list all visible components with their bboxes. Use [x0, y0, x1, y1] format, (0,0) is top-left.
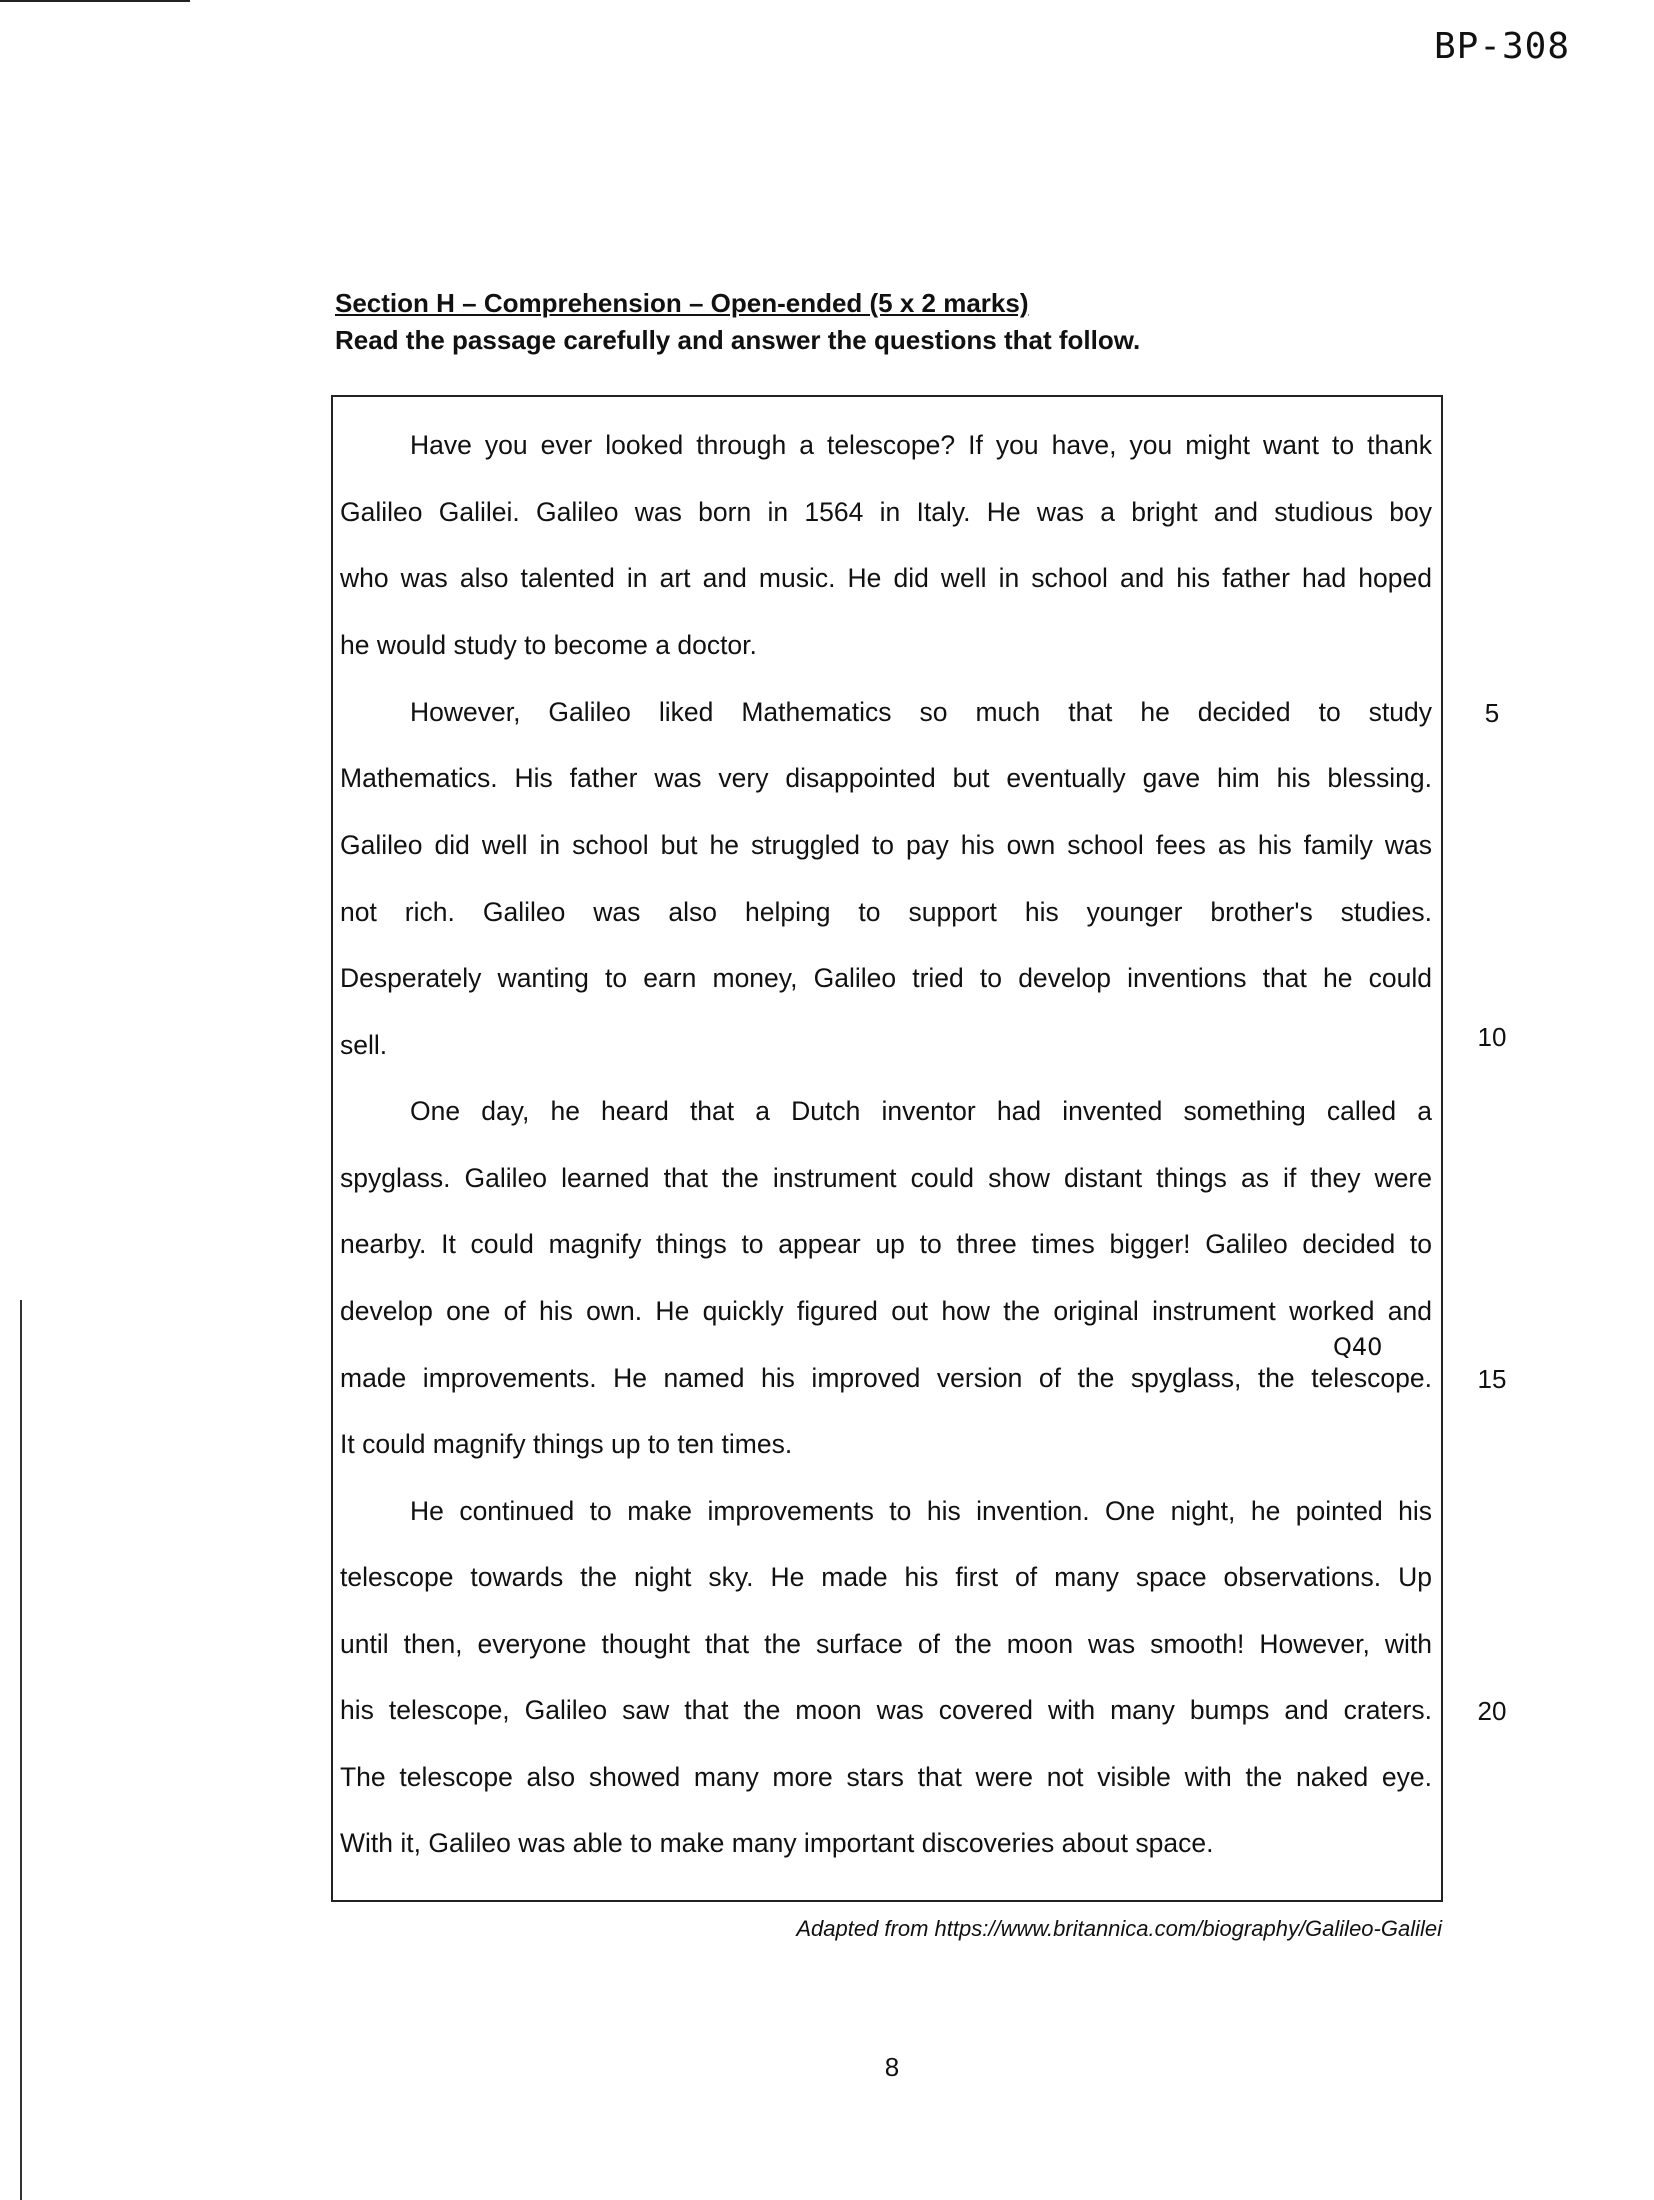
line-number: 15 [1477, 1364, 1507, 1394]
left-margin-rule [20, 1300, 22, 2200]
passage-line: Galileo did well in school but he struggled to pay his own school fees as his family was [340, 830, 1432, 860]
section-instruction: Read the passage carefully and answer the questions that follow. [335, 325, 1141, 355]
passage-line: telescope towards the night sky. He made his first of many space observations. Up [340, 1562, 1432, 1592]
passage-line: nearby. It could magnify things to appear up to three times bigger! Galileo decided to [340, 1229, 1432, 1259]
top-rule [0, 0, 190, 2]
passage-line: The telescope also showed many more stars that were not visible with the naked eye. [340, 1762, 1432, 1792]
page-number: 8 [884, 2052, 900, 2082]
line-number: 20 [1477, 1696, 1507, 1726]
passage-line: who was also talented in art and music. He did well in school and his father had hoped [340, 563, 1432, 593]
line-number: 10 [1477, 1022, 1507, 1052]
line-number: 5 [1484, 698, 1500, 728]
passage-line: develop one of his own. He quickly figured out how the original instrument worked and [340, 1296, 1432, 1326]
passage-line: However, Galileo liked Mathematics so much that he decided to study [410, 697, 1432, 727]
section-title: Section H – Comprehension – Open-ended (5 x 2 marks) [335, 288, 1029, 318]
passage-line: It could magnify things up to ten times. [340, 1429, 793, 1459]
passage-line: Mathematics. His father was very disappointed but eventually gave him his blessing. [340, 763, 1432, 793]
passage-line: he would study to become a doctor. [340, 630, 757, 660]
passage-line: One day, he heard that a Dutch inventor had invented something called a [410, 1096, 1432, 1126]
passage-line: not rich. Galileo was also helping to support his younger brother's studies. [340, 897, 1432, 927]
passage-line: Have you ever looked through a telescope? If you have, you might want to thank [410, 430, 1432, 460]
passage-line: until then, everyone thought that the surface of the moon was smooth! However, with [340, 1629, 1432, 1659]
handwritten-question-annotation: Q40 [1333, 1333, 1383, 1361]
passage-line: With it, Galileo was able to make many important discoveries about space. [340, 1828, 1214, 1858]
passage-box [331, 395, 1443, 1902]
passage-line: He continued to make improvements to his invention. One night, he pointed his [410, 1496, 1432, 1526]
paper-code: BP-308 [1433, 26, 1570, 67]
passage-line: sell. [340, 1030, 388, 1060]
passage-line: his telescope, Galileo saw that the moon was covered with many bumps and craters. [340, 1695, 1432, 1725]
passage-line: spyglass. Galileo learned that the instrument could show distant things as if they were [340, 1163, 1432, 1193]
source-citation: Adapted from https://www.britannica.com/biography/Galileo-Galilei [796, 1916, 1442, 1941]
passage-line: made improvements. He named his improved version of the spyglass, the telescope. [340, 1363, 1432, 1393]
passage-line: Desperately wanting to earn money, Galileo tried to develop inventions that he could [340, 963, 1432, 993]
passage-line: Galileo Galilei. Galileo was born in 1564 in Italy. He was a bright and studious boy [340, 497, 1432, 527]
